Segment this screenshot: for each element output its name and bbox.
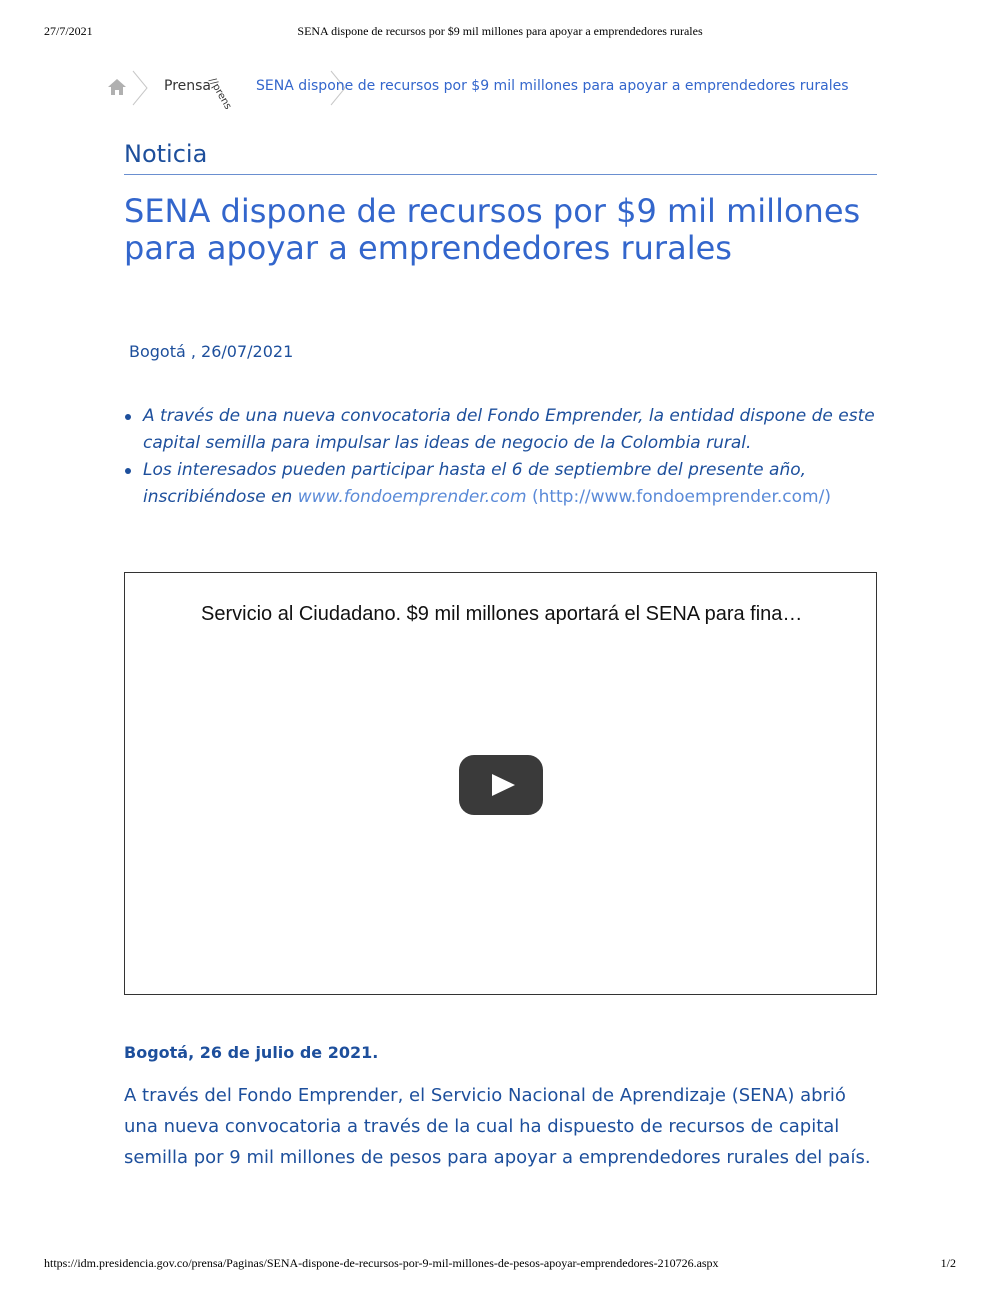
bullet-icon [125,468,131,474]
video-embed[interactable] [124,572,877,995]
play-icon[interactable] [459,755,543,815]
article-headline: SENA dispone de recursos por $9 mil millones para apoyar a emprendedores rurales [124,192,861,267]
fondo-emprender-link[interactable]: www.fondoemprender.com [297,487,527,507]
summary-item-text: Los interesados pueden participar hasta el 6 de septiembre del presente año, inscribiéndose en [143,460,807,507]
chevron-right-icon [132,70,148,106]
summary-item [124,457,884,511]
breadcrumb-prensa-link[interactable]: Prensa [164,78,212,94]
home-icon[interactable] [106,76,128,98]
summary-list [124,403,884,511]
summary-item [124,403,884,457]
section-divider [124,174,877,175]
print-title: SENA dispone de recursos por $9 mil millones para apoyar a emprendedores rurales [297,24,703,38]
print-date: 27/7/2021 [44,24,93,38]
section-title: Noticia [124,140,208,168]
page-number: 1/2 [940,1256,956,1270]
article-dateline: Bogotá , 26/07/2021 [129,342,294,361]
breadcrumb [106,70,898,110]
fondo-emprender-url: (http://www.fondoemprender.com/) [531,487,831,507]
breadcrumb-current-page[interactable]: SENA dispone de recursos por $9 mil millones para apoyar a emprendedores rurales [256,78,849,94]
bullet-icon [125,414,131,420]
video-title[interactable]: Servicio al Ciudadano. $9 mil millones aportará el SENA para fina… [201,603,803,625]
print-url: https://idm.presidencia.gov.co/prensa/Paginas/SENA-dispone-de-recursos-por-9-mil-millones-de-pesos-apoyar-emprendedores-210726.aspx [44,1256,719,1270]
article-paragraph: A través del Fondo Emprender, el Servicio Nacional de Aprendizaje (SENA) abrió una nueva convocatoria a través de la cual ha dispuesto de recursos de capital semilla por 9 mil millones de pesos para apoyar a emprendedores rurales del país. [124,1085,871,1168]
breadcrumb-rotated-label: //prens [206,76,234,112]
body-dateline: Bogotá, 26 de julio de 2021. [124,1043,379,1062]
summary-item-text: A través de una nueva convocatoria del Fondo Emprender, la entidad dispone de este capital semilla para impulsar las ideas de negocio de la Colombia rural. [143,406,875,453]
